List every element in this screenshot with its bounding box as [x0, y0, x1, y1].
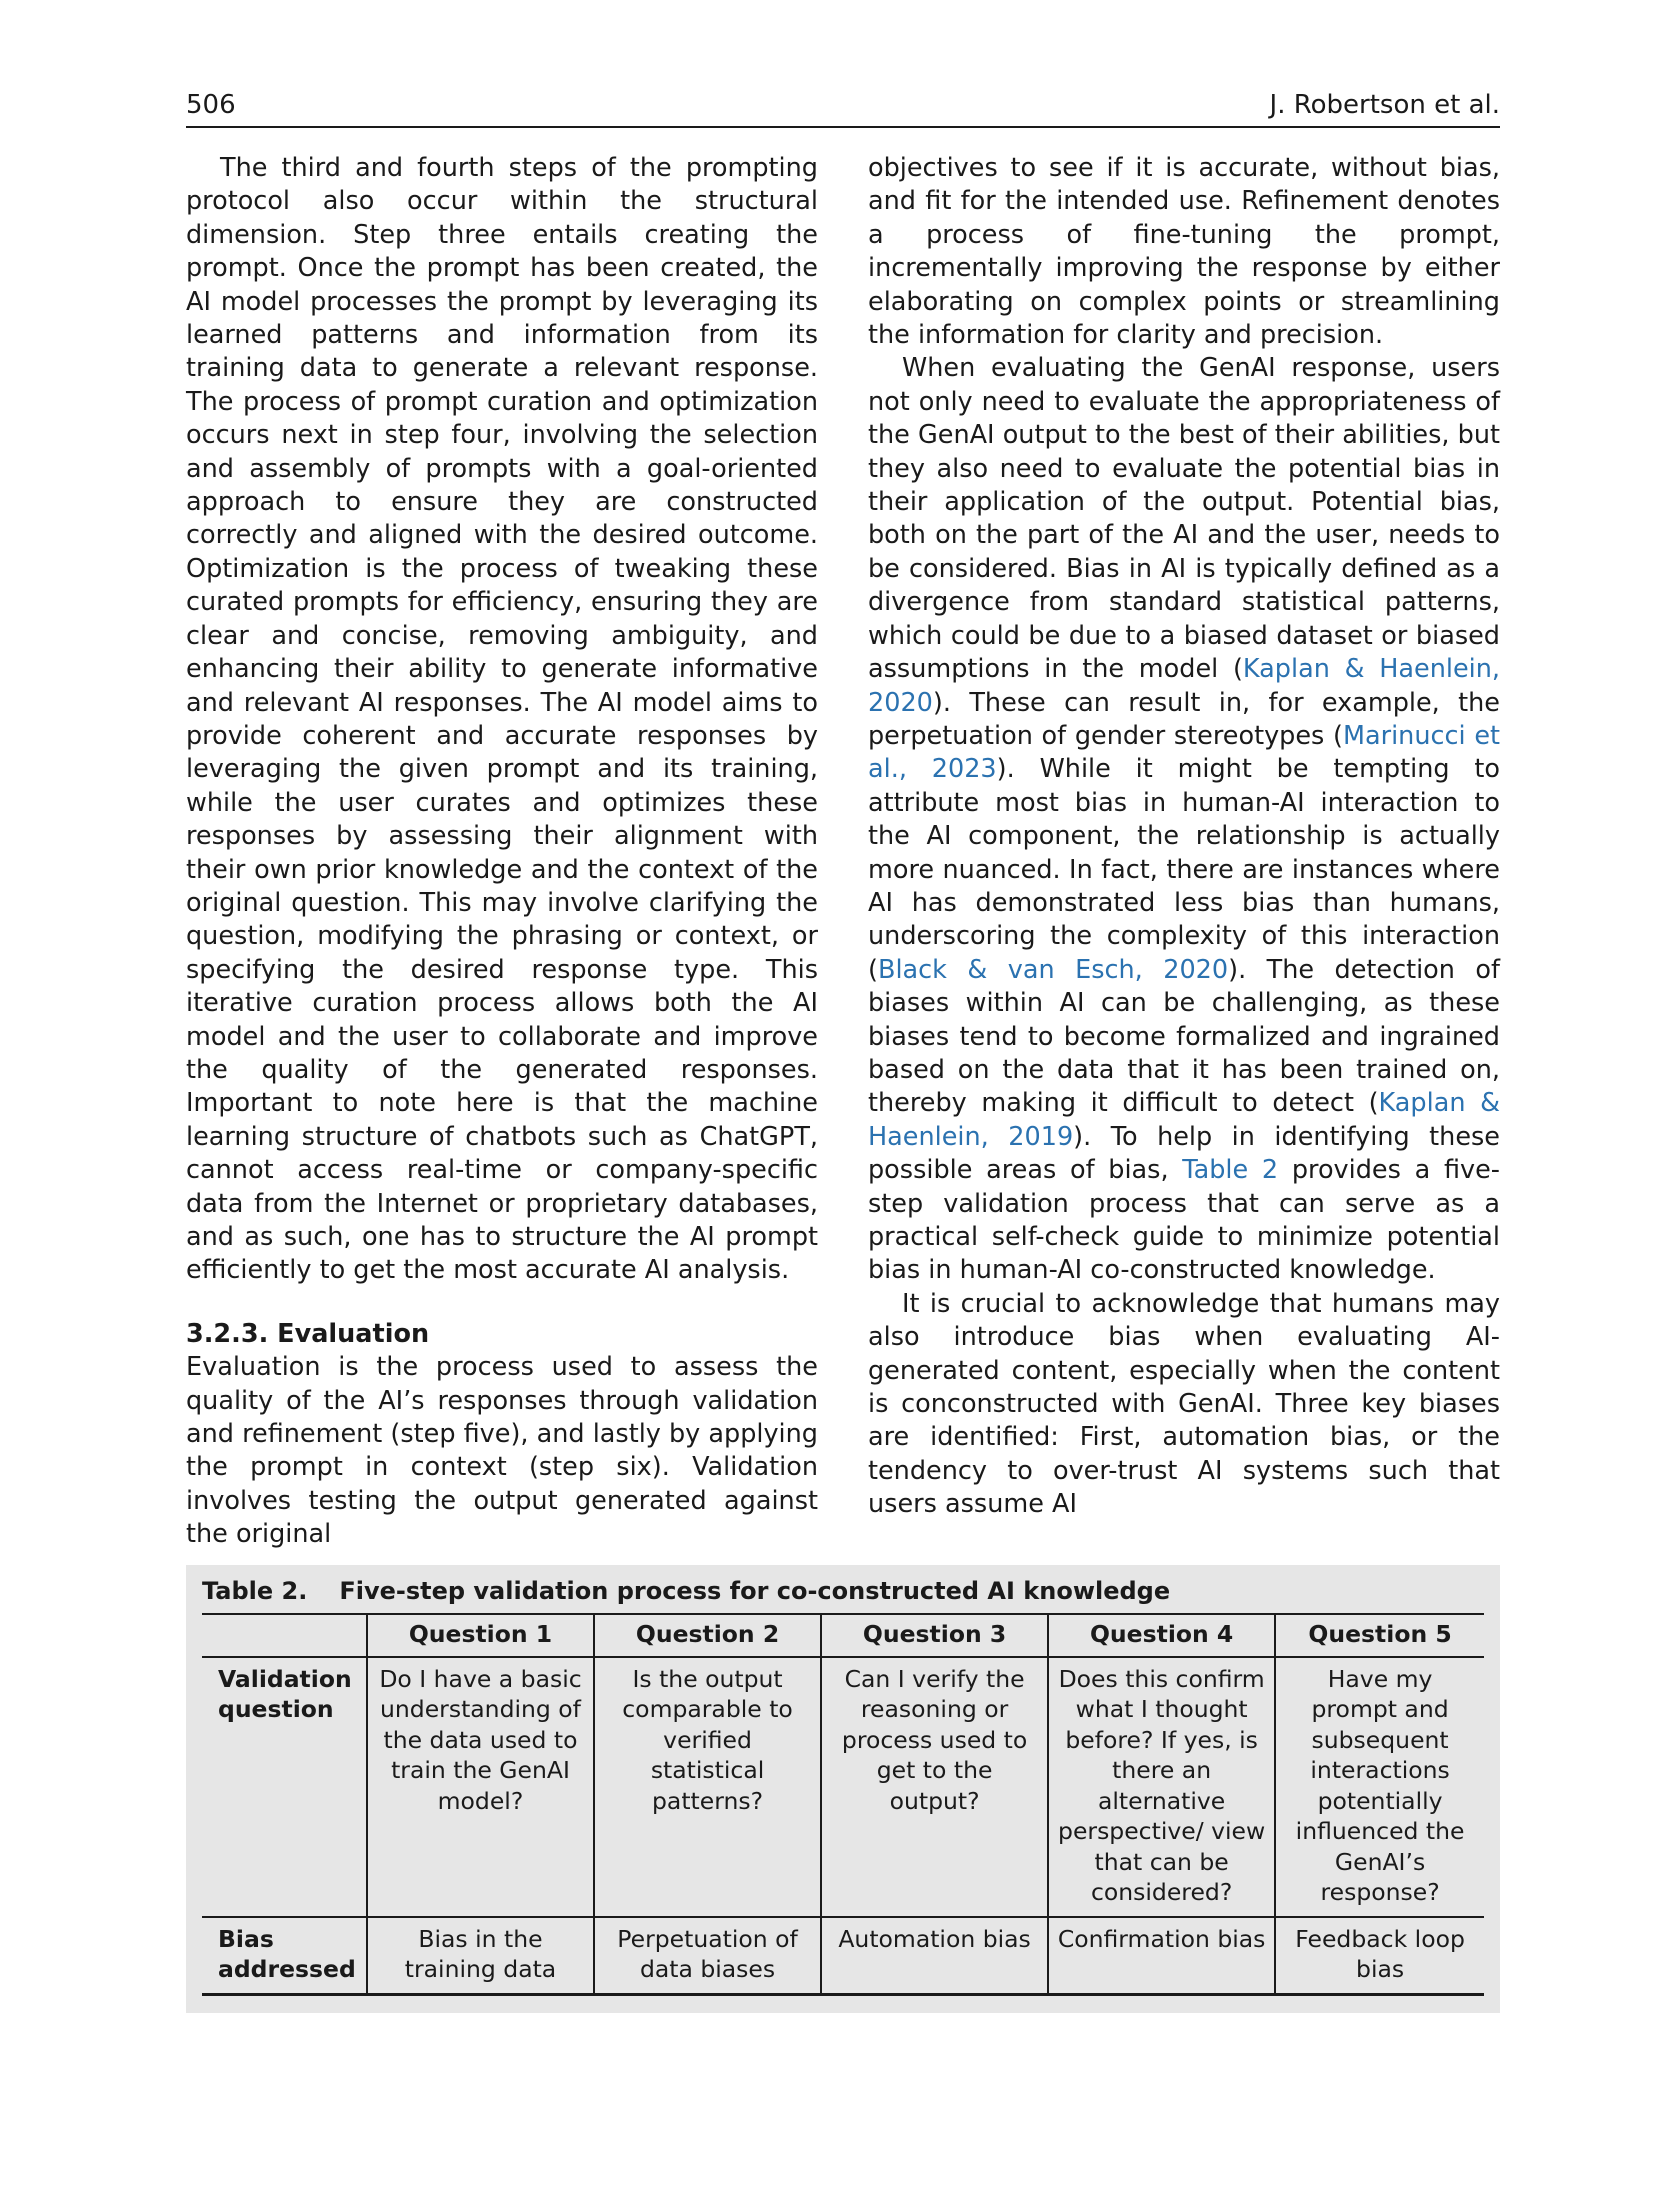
text-run: ). The detection of biases within AI can be challenging, as these biases tend to become formalized and ingrained based on the data that it has been trained on, thereby making it difficult to detect ( — [868, 954, 1500, 1119]
left-column — [186, 152, 818, 1552]
paragraph: The third and fourth steps of the prompting protocol also occur within the structural dimension. Step three entails creating the prompt. Once the prompt has been created, the AI model processes the prompt by leveraging its learned patterns and information from its training data to generate a relevant response. The process of prompt curation and optimization occurs next in step four, involving the selection and assembly of prompts with a goal-oriented approach to ensure they are constructed correctly and aligned with the desired outcome. Optimization is the process of tweaking these curated prompts for efficiency, ensuring they are clear and concise, removing ambiguity, and enhancing their ability to generate informative and relevant AI responses. The AI model aims to provide coherent and accurate responses by leveraging the given prompt and its training, while the user curates and optimizes these responses by assessing their alignment with their own prior knowledge and the context of the original question. This may involve clarifying the question, modifying the phrasing or context, or specifying the desired response type. This iterative curation process allows both the AI model and the user to collaborate and improve the quality of the generated responses. Important to note here is that the machine learning structure of chatbots such as ChatGPT, cannot access real-time or company-specific data from the Internet or proprietary databases, and as such, one has to structure the AI prompt efficiently to get the most accurate AI analysis. — [186, 153, 818, 1286]
table-cell: Do I have a basic understanding of the data used to train the GenAI model? — [367, 1657, 594, 1917]
table-caption-text: Five-step validation process for co-constructed AI knowledge — [339, 1577, 1171, 1605]
header-cell: Question 1 — [367, 1614, 594, 1657]
table-cell: Have my prompt and subsequent interactions potentially influenced the GenAI’s response? — [1275, 1657, 1484, 1917]
table-row — [202, 1657, 1484, 1917]
paragraph: objectives to see if it is accurate, without bias, and fit for the intended use. Refinement denotes a process of fine-tuning the prompt, incrementally improving the response by either elaborating on complex points or streamlining the information for clarity and precision. — [868, 153, 1500, 351]
validation-table — [202, 1613, 1484, 1996]
table-cell: Bias in the training data — [367, 1917, 594, 1995]
citation-link[interactable]: Kaplan & Haenlein, 2019 — [868, 1088, 1500, 1152]
citation-link[interactable]: Marinucci et al., 2023 — [868, 720, 1501, 785]
text-run: ). To help in identifying these possible areas of bias, — [868, 1121, 1500, 1186]
table-caption-label: Table 2. — [202, 1577, 308, 1605]
header-cell: Question 4 — [1048, 1614, 1275, 1657]
row-header: Bias addressed — [202, 1917, 367, 1995]
text-run: provides a five-step validation process that can serve as a practical self-check guide to minimize potential bias in human-AI co-constructed knowledge. — [868, 1155, 1500, 1286]
header-cell: Question 5 — [1275, 1614, 1484, 1657]
header-cell: Question 2 — [594, 1614, 821, 1657]
paragraph — [868, 352, 1500, 1287]
table-cell: Confirmation bias — [1048, 1917, 1275, 1995]
paragraph: Evaluation is the process used to assess the quality of the AI’s responses through validation and refinement (step five), and lastly by applying the prompt in context (step six). Validation involves testing the output generated against the original — [186, 1352, 818, 1550]
text-run: ). These can result in, for example, the perpetuation of gender stereotypes ( — [868, 687, 1500, 751]
section-heading: 3.2.3. Evaluation — [186, 1318, 430, 1349]
page-number: 506 — [186, 90, 236, 120]
table-header-row — [202, 1614, 1484, 1657]
right-column — [868, 152, 1500, 1522]
table-cell: Is the output comparable to verified statistical patterns? — [594, 1657, 821, 1917]
table-cell: Automation bias — [821, 1917, 1048, 1995]
text-run: When evaluating the GenAI response, users not only need to evaluate the appropriateness of the GenAI output to the best of their abilities, but they also need to evaluate the potential bias in their application of the output. Potential bias, both on the part of the AI and the user, needs to be considered. Bias in AI is typically defined as a divergence from standard statistical patterns, which could be due to a biased dataset or biased assumptions in the model ( — [868, 353, 1500, 685]
text-run: ). While it might be tempting to attribute most bias in human-AI interaction to the AI component, the relationship is actually more nuanced. In fact, there are instances where AI has demonstrated less bias than humans, underscoring the complexity of this interaction ( — [868, 754, 1500, 985]
table-panel — [186, 1565, 1500, 2013]
table-caption — [202, 1577, 1170, 1605]
table-cell: Can I verify the reasoning or process used to get to the output? — [821, 1657, 1048, 1917]
citation-link[interactable]: Kaplan & Haenlein, 2020 — [868, 654, 1500, 718]
table-reference-link[interactable]: Table 2 — [1182, 1155, 1279, 1186]
header-cell-empty — [202, 1614, 367, 1657]
paragraph: It is crucial to acknowledge that humans may also introduce bias when evaluating AI-generated content, especially when the content is conconstructed with GenAI. Three key biases are identified: First, automation bias, or the tendency to over-trust AI systems such that users assume AI — [868, 1288, 1500, 1520]
citation-link[interactable]: Black & van Esch, 2020 — [877, 954, 1229, 985]
running-header — [186, 86, 1500, 128]
row-header: Validation question — [202, 1657, 367, 1917]
table-cell: Does this confirm what I thought before? If yes, is there an alternative perspective/ view that can be considered? — [1048, 1657, 1275, 1917]
running-authors: J. Robertson et al. — [1269, 90, 1500, 120]
table-cell: Feedback loop bias — [1275, 1917, 1484, 1995]
header-cell: Question 3 — [821, 1614, 1048, 1657]
table-cell: Perpetuation of data biases — [594, 1917, 821, 1995]
table-row — [202, 1917, 1484, 1995]
